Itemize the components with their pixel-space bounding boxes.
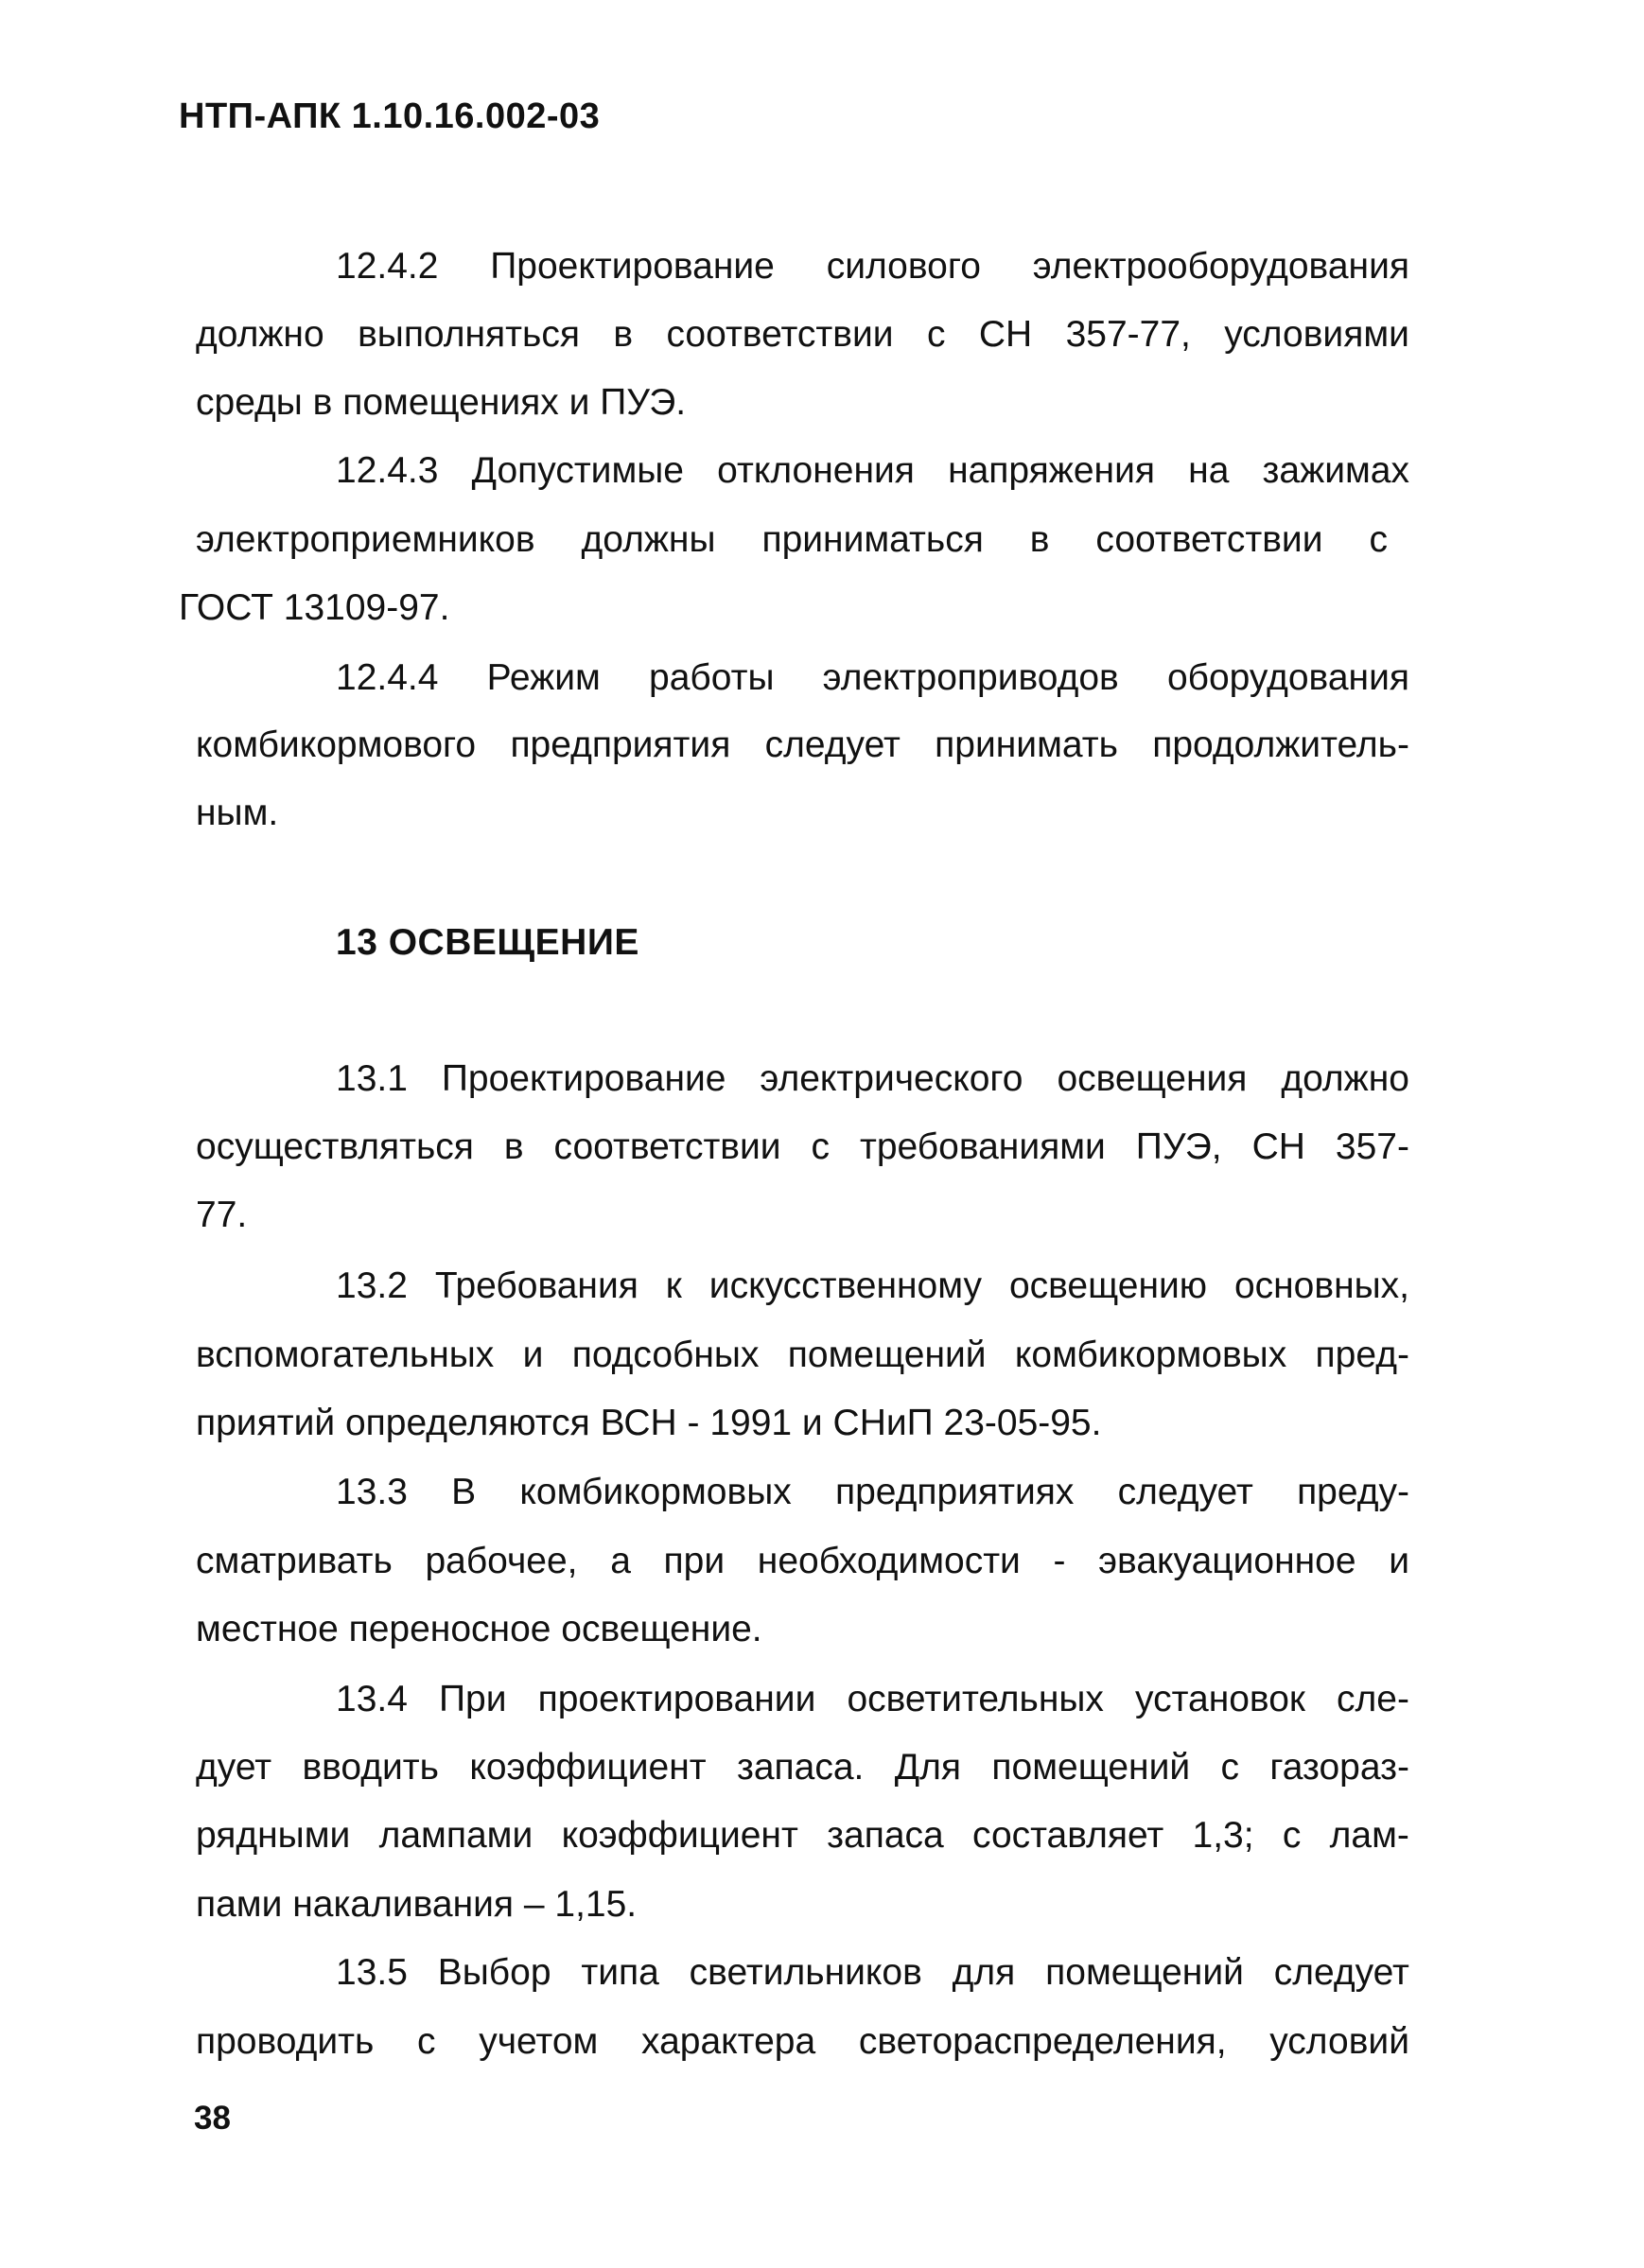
word: с xyxy=(417,2021,436,2062)
word: запаса. xyxy=(736,1747,865,1788)
word: 12.4.4 xyxy=(336,657,439,698)
word: При xyxy=(438,1679,507,1719)
word: коэффициент xyxy=(561,1815,798,1856)
word: электроприемников xyxy=(196,519,535,560)
word: 12.4.3 xyxy=(336,450,439,491)
word: в xyxy=(613,314,634,355)
word: выполняться xyxy=(358,314,580,355)
word: с xyxy=(926,314,946,355)
p-12-4-4-line-3: ным. xyxy=(196,793,279,833)
word: с xyxy=(1282,1815,1302,1856)
word: соответствии xyxy=(553,1126,781,1167)
word: СН xyxy=(1251,1126,1305,1167)
word: соответствии xyxy=(666,314,894,355)
word: учетом xyxy=(479,2021,599,2062)
word: Допустимые xyxy=(471,450,684,491)
word: при xyxy=(663,1541,726,1581)
word: преду- xyxy=(1297,1472,1409,1512)
p-12-4-2-line-1 xyxy=(336,248,1409,285)
word: работы xyxy=(649,657,775,698)
word: 13.3 xyxy=(336,1472,408,1512)
p-12-4-3-line-2 xyxy=(196,521,1388,558)
word: Выбор xyxy=(437,1952,551,1993)
word: продолжитель- xyxy=(1152,724,1409,765)
p-12-4-4-line-1 xyxy=(336,659,1409,696)
word: и xyxy=(1389,1541,1409,1581)
document-code-header: НТП-АПК 1.10.16.002-03 xyxy=(179,96,601,136)
word: отклонения xyxy=(717,450,915,491)
word: лампами xyxy=(378,1815,533,1856)
p-13-4-line-2 xyxy=(196,1749,1409,1786)
word: принимать xyxy=(935,724,1118,765)
p-13-2-line-1 xyxy=(336,1267,1409,1304)
word: помещений xyxy=(1045,1952,1244,1993)
word: освещения xyxy=(1057,1058,1248,1099)
p-13-4-line-4: пами накаливания – 1,15. xyxy=(196,1884,638,1925)
word: 13.4 xyxy=(336,1679,408,1719)
word: составляет xyxy=(972,1815,1164,1856)
word: необходимости xyxy=(757,1541,1021,1581)
word: для xyxy=(952,1952,1016,1993)
word: в xyxy=(503,1126,524,1167)
word: 13.2 xyxy=(336,1265,408,1306)
word: должно xyxy=(196,314,324,355)
word: соответствии xyxy=(1095,519,1323,560)
word: светильников xyxy=(689,1952,922,1993)
word: основных, xyxy=(1233,1265,1409,1306)
p-12-4-3-line-1 xyxy=(336,452,1409,489)
p-13-5-line-2 xyxy=(196,2023,1409,2060)
p-13-2-line-3: приятий определяются ВСН - 1991 и СНиП 23-05-95. xyxy=(196,1403,1102,1443)
word: с xyxy=(1369,519,1388,560)
word: газораз- xyxy=(1269,1747,1409,1788)
word: должно xyxy=(1281,1058,1409,1099)
word: силового xyxy=(826,246,981,287)
word: проводить xyxy=(196,2021,375,2062)
word: в xyxy=(1029,519,1050,560)
word: вспомогательных xyxy=(196,1335,495,1375)
word: оборудования xyxy=(1166,657,1409,698)
word: комбикормового xyxy=(196,724,477,765)
word: комбикормовых xyxy=(519,1472,792,1512)
word: дует xyxy=(196,1747,272,1788)
word: а xyxy=(610,1541,631,1581)
word: Проектирование xyxy=(490,246,775,287)
word: подсобных xyxy=(571,1335,760,1375)
word: следует xyxy=(1117,1472,1253,1512)
word: В xyxy=(451,1472,477,1512)
word: на xyxy=(1188,450,1230,491)
word: 13.5 xyxy=(336,1952,408,1993)
word: рядными xyxy=(196,1815,351,1856)
word: комбикормовых xyxy=(1014,1335,1287,1375)
word: Проектирование xyxy=(441,1058,726,1099)
word: электрического xyxy=(760,1058,1023,1099)
word: электроприводов xyxy=(822,657,1119,698)
word: требованиями xyxy=(860,1126,1106,1167)
word: типа xyxy=(581,1952,659,1993)
word: 13.1 xyxy=(336,1058,408,1099)
word: эвакуационное xyxy=(1098,1541,1356,1581)
word: 357- xyxy=(1335,1126,1409,1167)
word: условиями xyxy=(1224,314,1409,355)
word: осветительных xyxy=(847,1679,1104,1719)
word: и xyxy=(522,1335,544,1375)
word: зажимах xyxy=(1262,450,1409,491)
word: - xyxy=(1053,1541,1066,1581)
word: проектировании xyxy=(537,1679,816,1719)
p-13-3-line-3: местное переносное освещение. xyxy=(196,1609,762,1649)
word: вводить xyxy=(302,1747,439,1788)
word: Режим xyxy=(486,657,601,698)
p-13-2-line-2 xyxy=(196,1336,1409,1373)
p-13-3-line-1 xyxy=(336,1474,1409,1510)
p-13-1-line-1 xyxy=(336,1060,1409,1097)
word: характера xyxy=(641,2021,816,2062)
p-13-1-line-3: 77. xyxy=(196,1195,248,1235)
word: следует xyxy=(764,724,901,765)
word: светораспределения, xyxy=(858,2021,1227,2062)
word: следует xyxy=(1273,1952,1409,1993)
word: сматривать xyxy=(196,1541,393,1581)
word: к xyxy=(665,1265,682,1306)
word: рабочее, xyxy=(425,1541,578,1581)
word: ПУЭ, xyxy=(1135,1126,1222,1167)
word: Требования xyxy=(434,1265,638,1306)
p-13-1-line-2 xyxy=(196,1128,1409,1165)
p-12-4-2-line-3: среды в помещениях и ПУЭ. xyxy=(196,382,687,423)
word: предприятиях xyxy=(835,1472,1075,1512)
word: с xyxy=(1220,1747,1240,1788)
section-title: 13 ОСВЕЩЕНИЕ xyxy=(336,922,639,963)
word: искусственному xyxy=(708,1265,982,1306)
p-13-4-line-3 xyxy=(196,1817,1409,1854)
word: СН xyxy=(978,314,1033,355)
word: условий xyxy=(1269,2021,1409,2062)
word: должны xyxy=(581,519,716,560)
word: Для xyxy=(894,1747,962,1788)
word: 1,3; xyxy=(1192,1815,1254,1856)
word: электрооборудования xyxy=(1032,246,1409,287)
word: пред- xyxy=(1315,1335,1409,1375)
word: сле- xyxy=(1337,1679,1409,1719)
word: предприятия xyxy=(510,724,731,765)
word: установок xyxy=(1135,1679,1305,1719)
p-12-4-3-line-3: ГОСТ 13109-97. xyxy=(179,587,450,628)
word: напряжения xyxy=(948,450,1155,491)
word: запаса xyxy=(827,1815,944,1856)
p-13-3-line-2 xyxy=(196,1543,1409,1579)
word: коэффициент xyxy=(469,1747,707,1788)
p-13-4-line-1 xyxy=(336,1681,1409,1718)
p-13-5-line-1 xyxy=(336,1954,1409,1991)
word: помещений xyxy=(787,1335,987,1375)
word: с xyxy=(811,1126,831,1167)
word: помещений xyxy=(991,1747,1191,1788)
p-12-4-2-line-2 xyxy=(196,316,1409,353)
p-12-4-4-line-2 xyxy=(196,726,1409,763)
word: лам- xyxy=(1329,1815,1409,1856)
word: приниматься xyxy=(761,519,984,560)
page-number: 38 xyxy=(194,2100,231,2137)
word: 12.4.2 xyxy=(336,246,439,287)
word: 357-77, xyxy=(1065,314,1191,355)
word: освещению xyxy=(1008,1265,1208,1306)
word: осуществляться xyxy=(196,1126,474,1167)
